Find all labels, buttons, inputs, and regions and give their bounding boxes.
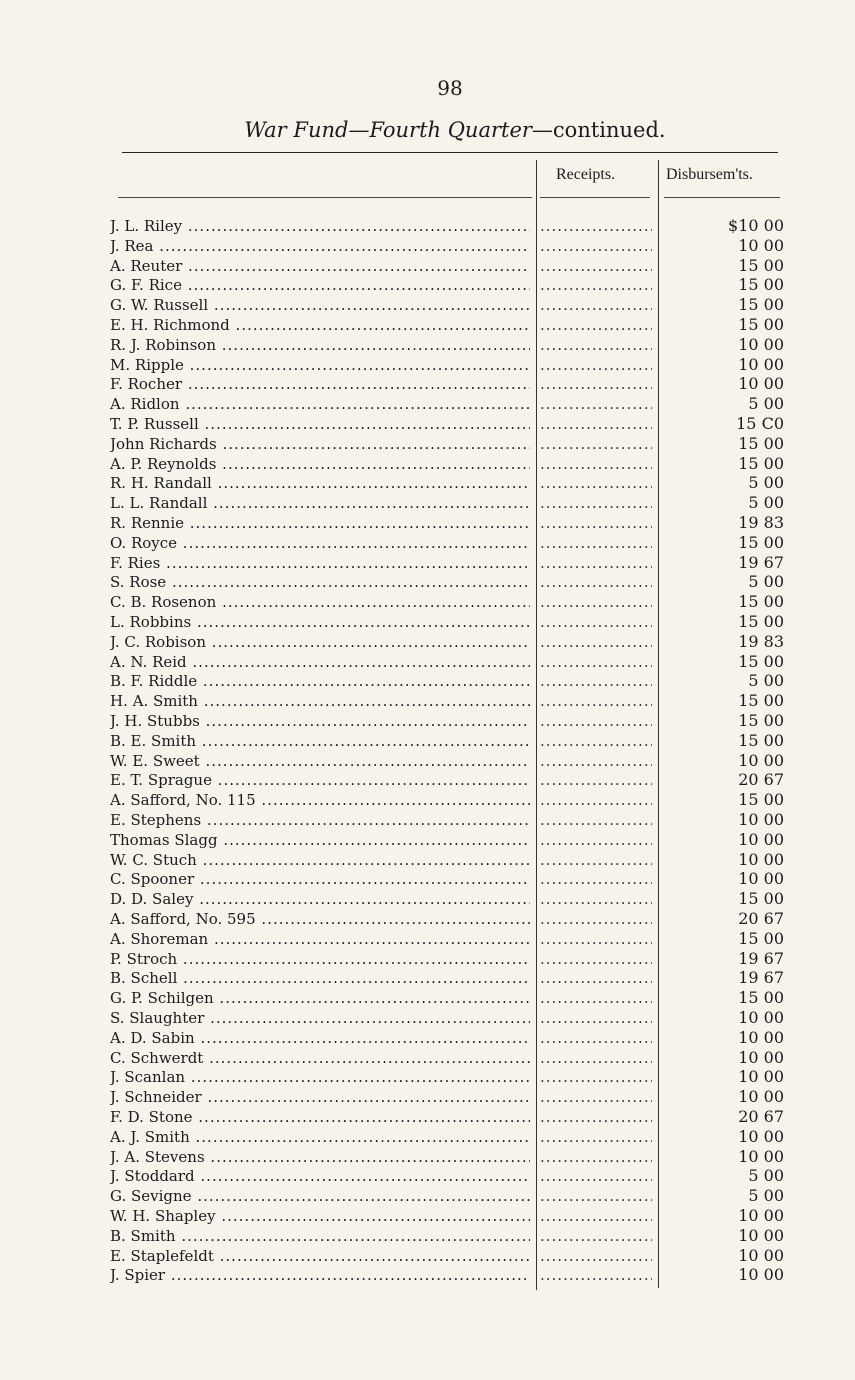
payee-name: L. Robbins ..... (110, 612, 530, 632)
receipts-cell (540, 1067, 652, 1087)
payee-name: Thomas Slagg ..... (110, 830, 530, 850)
receipts-cell (540, 632, 652, 652)
disbursement-amount: 5 00 (748, 1186, 784, 1206)
disbursement-amount: 19 67 (738, 948, 784, 968)
payee-name: G. W. Russell ..... (110, 295, 530, 315)
payee-name: H. A. Smith ..... (110, 691, 530, 711)
receipts-cell (540, 968, 652, 988)
disbursement-amount: 10 00 (738, 849, 784, 869)
ledger-row (0, 770, 855, 790)
running-title (0, 118, 855, 142)
receipts-cell (540, 949, 652, 969)
ledger-row (0, 869, 855, 889)
ledger-row (0, 1265, 855, 1285)
ledger-row (0, 1186, 855, 1206)
ledger-row (0, 1166, 855, 1186)
receipts-cell (540, 256, 652, 276)
ledger-row (0, 1127, 855, 1147)
payee-name: M. Ripple ..... (110, 355, 530, 375)
ledger-row (0, 473, 855, 493)
ledger-row (0, 968, 855, 988)
payee-name: R. H. Randall ..... (110, 473, 530, 493)
ledger-row (0, 1087, 855, 1107)
disbursement-amount: 10 00 (738, 1008, 784, 1027)
ledger-row (0, 988, 855, 1008)
payee-name: F. D. Stone ..... (110, 1107, 530, 1127)
payee-name: T. P. Russell ..... (110, 414, 530, 434)
receipts-cell (540, 612, 652, 632)
disbursement-amount: 15 00 (738, 928, 784, 948)
disbursement-amount: 15 00 (738, 889, 784, 909)
running-title-suffix: —continued. (531, 118, 666, 142)
payee-name: A. N. Reid ..... (110, 652, 530, 672)
disbursement-amount: 15 00 (738, 275, 784, 295)
receipts-cell (540, 414, 652, 434)
receipts-cell (540, 295, 652, 315)
ledger-row (0, 275, 855, 295)
ledger-row (0, 889, 855, 909)
receipts-cell (540, 1028, 652, 1048)
receipts-cell (540, 355, 652, 375)
ledger-row (0, 1206, 855, 1226)
ledger-row (0, 929, 855, 949)
disbursement-amount: 10 00 (738, 810, 784, 829)
disbursement-amount: 5 00 (748, 671, 784, 691)
ledger-row (0, 949, 855, 969)
payee-name: P. Stroch ..... (110, 949, 530, 969)
receipts-cell (540, 216, 652, 236)
payee-name: J. Spier ..... (110, 1265, 530, 1285)
receipts-cell (540, 1147, 652, 1167)
payee-name: A. Ridlon ..... (110, 394, 530, 414)
ledger-row (0, 691, 855, 711)
receipts-cell (540, 889, 652, 909)
disbursement-amount: 10 00 (738, 1245, 784, 1265)
ledger-row (0, 216, 855, 236)
disbursement-amount: 10 00 (738, 334, 784, 354)
payee-name: W. H. Shapley ..... (110, 1206, 530, 1226)
receipts-cell (540, 1008, 652, 1028)
receipts-cell (540, 830, 652, 850)
payee-name: E. Staplefeldt ..... (110, 1246, 530, 1266)
payee-name: J. H. Stubbs ..... (110, 711, 530, 731)
disbursement-amount: 15 00 (738, 651, 784, 671)
ledger-row (0, 592, 855, 612)
payee-name: J. Rea ..... (110, 236, 530, 256)
disbursement-amount: 5 00 (748, 572, 784, 592)
ledger-row (0, 632, 855, 652)
disbursement-amount: $10 00 (728, 216, 784, 235)
disbursement-amount: 15 00 (738, 612, 784, 631)
payee-name: J. Stoddard ..... (110, 1166, 530, 1186)
disbursement-amount: 10 00 (738, 1225, 784, 1245)
disbursement-amount: 10 00 (738, 1027, 784, 1047)
receipts-cell (540, 751, 652, 771)
disbursement-amount: 10 00 (738, 750, 784, 770)
receipts-cell (540, 553, 652, 573)
disbursement-amount: 20 67 (738, 1107, 784, 1126)
payee-name: A. P. Reynolds ..... (110, 454, 530, 474)
payee-name: C. Schwerdt ..... (110, 1048, 530, 1068)
payee-name: J. C. Robison ..... (110, 632, 530, 652)
header-rule-disbursements (664, 197, 780, 198)
receipts-cell (540, 533, 652, 553)
receipts-cell (540, 394, 652, 414)
payee-name: W. C. Stuch ..... (110, 850, 530, 870)
payee-name: G. F. Rice ..... (110, 275, 530, 295)
receipts-cell (540, 691, 652, 711)
ledger-row (0, 830, 855, 850)
receipts-cell (540, 454, 652, 474)
payee-name: J. A. Stevens ..... (110, 1147, 530, 1167)
disbursement-amount: 10 00 (738, 1126, 784, 1146)
receipts-cell (540, 374, 652, 394)
payee-name: A. D. Sabin ..... (110, 1028, 530, 1048)
payee-name: C. B. Rosenon ..... (110, 592, 530, 612)
disbursement-amount: 10 00 (738, 1087, 784, 1107)
disbursement-amount: 5 00 (748, 473, 784, 493)
payee-name: C. Spooner ..... (110, 869, 530, 889)
ledger-row (0, 256, 855, 276)
payee-name: J. L. Riley ..... (110, 216, 530, 236)
disbursement-amount: 10 00 (738, 374, 784, 394)
receipts-cell (540, 909, 652, 929)
receipts-cell (540, 1246, 652, 1266)
payee-name: G. Sevigne ..... (110, 1186, 530, 1206)
payee-name: F. Ries ..... (110, 553, 530, 573)
payee-name: B. Schell ..... (110, 968, 530, 988)
receipts-cell (540, 810, 652, 830)
ledger-row (0, 1107, 855, 1127)
ledger-row (0, 731, 855, 751)
ledger-row (0, 909, 855, 929)
payee-name: J. Schneider ..... (110, 1087, 530, 1107)
payee-name: A. Shoreman ..... (110, 929, 530, 949)
receipts-cell (540, 1265, 652, 1285)
disbursement-amount: 10 00 (738, 1206, 784, 1225)
disbursement-amount: 15 00 (738, 790, 784, 810)
ledger-row (0, 1028, 855, 1048)
disbursement-amount: 20 67 (738, 909, 784, 928)
receipts-cell (540, 572, 652, 592)
header-rule-receipts (540, 197, 650, 198)
disbursement-amount: 10 00 (738, 1146, 784, 1166)
disbursement-amount: 19 67 (738, 552, 784, 572)
receipts-cell (540, 434, 652, 454)
payee-name: F. Rocher ..... (110, 374, 530, 394)
receipts-cell (540, 275, 652, 295)
ledger-row (0, 810, 855, 830)
disbursement-amount: 15 00 (738, 255, 784, 275)
disbursement-amount: 15 00 (738, 730, 784, 750)
ledger-row (0, 335, 855, 355)
receipts-cell (540, 850, 652, 870)
payee-name: D. D. Saley ..... (110, 889, 530, 909)
page-number: 98 (437, 76, 463, 100)
top-rule (122, 152, 778, 153)
disbursement-amount: 10 00 (738, 354, 784, 374)
ledger-row (0, 790, 855, 810)
ledger-row (0, 1246, 855, 1266)
ledger-row (0, 434, 855, 454)
receipts-cell (540, 473, 652, 493)
payee-name: S. Slaughter ..... (110, 1008, 530, 1028)
receipts-cell (540, 711, 652, 731)
disbursement-amount: 10 00 (738, 829, 784, 849)
ledger-row (0, 751, 855, 771)
disbursement-amount: 15 00 (738, 315, 784, 334)
receipts-cell (540, 513, 652, 533)
payee-name: A. Reuter ..... (110, 256, 530, 276)
receipts-cell (540, 652, 652, 672)
ledger-row (0, 315, 855, 335)
disbursement-amount: 5 00 (748, 394, 784, 414)
disbursement-amount: 15 C0 (736, 414, 784, 433)
ledger-row (0, 394, 855, 414)
payee-name: G. P. Schilgen ..... (110, 988, 530, 1008)
receipts-cell (540, 671, 652, 691)
ledger-row (0, 414, 855, 434)
payee-name: A. Safford, No. 115 ..... (110, 790, 530, 810)
disbursement-amount: 15 00 (738, 532, 784, 552)
payee-name: W. E. Sweet ..... (110, 751, 530, 771)
disbursement-amount: 15 00 (738, 295, 784, 315)
ledger-row (0, 1147, 855, 1167)
receipts-cell (540, 493, 652, 513)
ledger-row (0, 572, 855, 592)
ledger-row (0, 236, 855, 256)
disbursement-amount: 15 00 (738, 592, 784, 612)
disbursement-amount: 15 00 (738, 988, 784, 1008)
disbursement-amount: 15 00 (738, 433, 784, 453)
payee-name: E. H. Richmond ..... (110, 315, 530, 335)
disbursement-amount: 15 00 (738, 453, 784, 473)
disbursement-amount: 10 00 (738, 869, 784, 889)
receipts-cell (540, 731, 652, 751)
disbursement-amount: 5 00 (748, 1166, 784, 1186)
ledger-row (0, 1067, 855, 1087)
payee-name: O. Royce ..... (110, 533, 530, 553)
disbursement-amount: 15 00 (738, 711, 784, 730)
ledger-row (0, 711, 855, 731)
receipts-cell (540, 1087, 652, 1107)
ledger-row (0, 671, 855, 691)
ledger-row (0, 454, 855, 474)
disbursement-amount: 10 00 (738, 235, 784, 255)
receipts-cell (540, 1107, 652, 1127)
payee-name: R. Rennie ..... (110, 513, 530, 533)
header-rule-names (118, 197, 532, 198)
payee-name: E. T. Sprague ..... (110, 770, 530, 790)
receipts-cell (540, 770, 652, 790)
receipts-cell (540, 592, 652, 612)
receipts-cell (540, 869, 652, 889)
disbursement-amount: 10 00 (738, 1265, 784, 1285)
receipts-cell (540, 236, 652, 256)
disbursement-amount: 10 00 (738, 1047, 784, 1067)
disbursement-amount: 10 00 (738, 1067, 784, 1087)
ledger-row (0, 355, 855, 375)
disbursement-amount: 19 83 (738, 631, 784, 651)
receipts-cell (540, 1127, 652, 1147)
receipts-cell (540, 1206, 652, 1226)
receipts-cell (540, 988, 652, 1008)
payee-name: John Richards ..... (110, 434, 530, 454)
payee-name: B. Smith ..... (110, 1226, 530, 1246)
disbursement-amount: 5 00 (748, 493, 784, 513)
payee-name: B. F. Riddle ..... (110, 671, 530, 691)
disbursement-amount: 19 83 (738, 513, 784, 532)
ledger-row (0, 1008, 855, 1028)
payee-name: E. Stephens ..... (110, 810, 530, 830)
disbursements-header: Disbursem'ts. (666, 166, 753, 183)
ledger-row (0, 1226, 855, 1246)
ledger-row (0, 513, 855, 533)
payee-name: L. L. Randall ..... (110, 493, 530, 513)
receipts-cell (540, 1048, 652, 1068)
receipts-cell (540, 315, 652, 335)
receipts-cell (540, 1166, 652, 1186)
ledger-row (0, 652, 855, 672)
receipts-cell (540, 1226, 652, 1246)
ledger-row (0, 533, 855, 553)
ledger-row (0, 850, 855, 870)
receipts-cell (540, 790, 652, 810)
ledger-row (0, 553, 855, 573)
receipts-cell (540, 929, 652, 949)
receipts-header: Receipts. (556, 166, 616, 183)
payee-name: B. E. Smith ..... (110, 731, 530, 751)
receipts-cell (540, 1186, 652, 1206)
disbursement-amount: 15 00 (738, 691, 784, 711)
running-title-italic: War Fund—Fourth Quarter (244, 118, 532, 142)
payee-name: A. J. Smith ..... (110, 1127, 530, 1147)
payee-name: R. J. Robinson ..... (110, 335, 530, 355)
disbursement-amount: 20 67 (738, 770, 784, 790)
payee-name: S. Rose ..... (110, 572, 530, 592)
ledger-row (0, 612, 855, 632)
ledger-row (0, 493, 855, 513)
ledger-row (0, 1048, 855, 1068)
receipts-cell (540, 335, 652, 355)
ledger-row (0, 374, 855, 394)
payee-name: A. Safford, No. 595 ..... (110, 909, 530, 929)
payee-name: J. Scanlan ..... (110, 1067, 530, 1087)
ledger-row (0, 295, 855, 315)
disbursement-amount: 19 67 (738, 968, 784, 988)
